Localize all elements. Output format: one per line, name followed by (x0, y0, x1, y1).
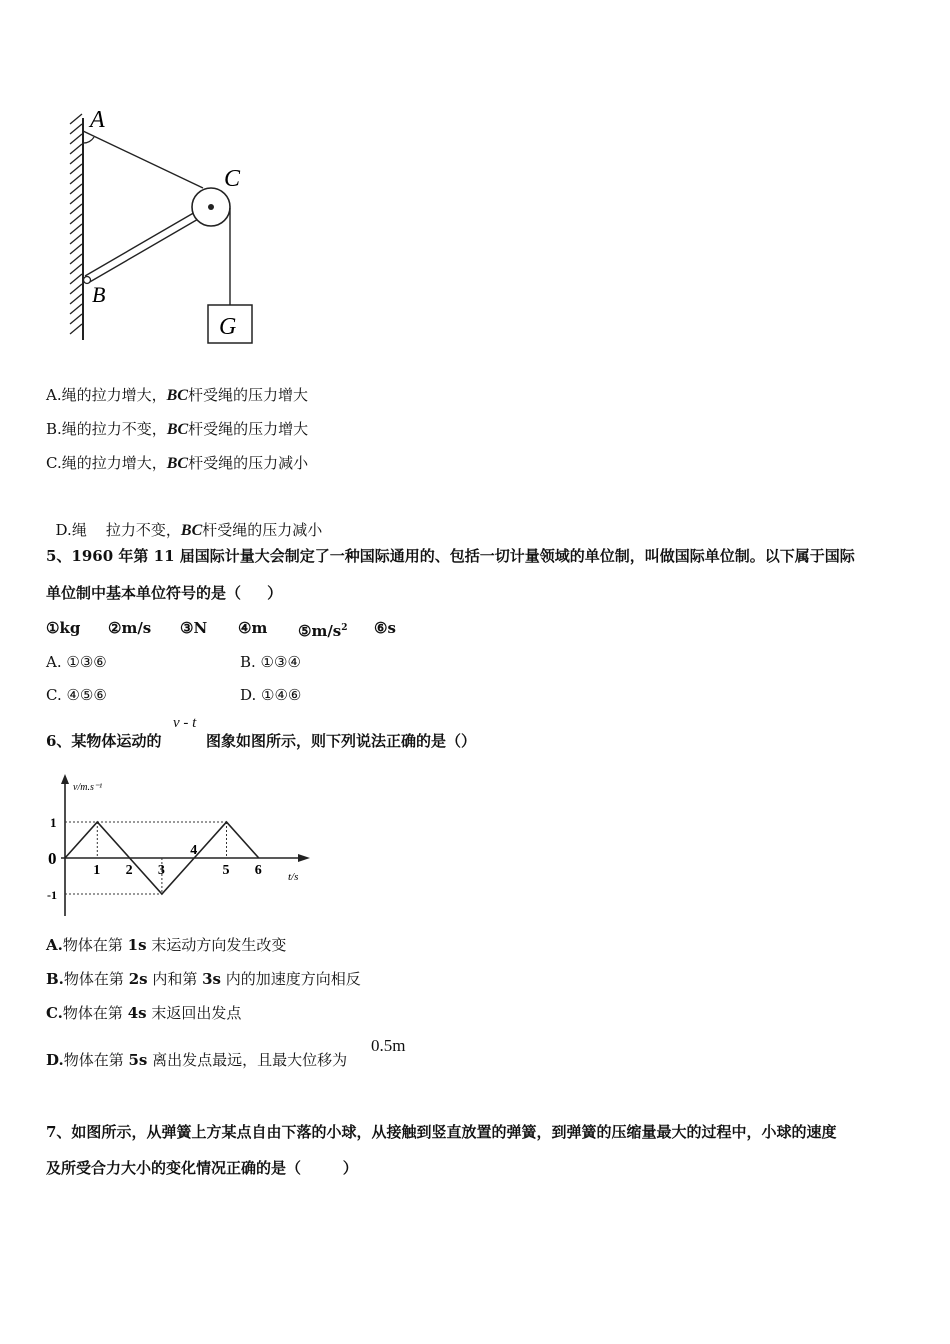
unit-5-text: ⑤m/s (298, 622, 342, 640)
option-em: BC (166, 455, 189, 472)
option-em: BC (166, 421, 189, 438)
option-text: 杆受绳的压力减小 (188, 454, 309, 472)
q6-option-d-value: 0.5m (371, 1036, 406, 1055)
label-g: G (219, 314, 237, 340)
option-em: BC (180, 522, 203, 539)
option-prefix: A. (46, 386, 62, 404)
label-a: A (90, 107, 105, 133)
pulley-axle (208, 204, 214, 210)
y-tick-label: -1 (47, 888, 57, 902)
q5-option-c: C. ④⑤⑥ (46, 686, 107, 704)
option-text: 物体在第 (62, 1004, 128, 1022)
q6-option-c (46, 1003, 241, 1023)
q6-stem-after: 图象如图所示，则下列说法正确的是（） (206, 732, 477, 750)
x-tick-label: 6 (254, 863, 262, 878)
q5-unit-1: ①kg (46, 619, 81, 637)
option-prefix: C. (46, 1004, 63, 1022)
option-prefix: D. (46, 1051, 64, 1069)
option-num: 2s (128, 970, 148, 988)
q5-unit-2: ②m/s (108, 619, 152, 637)
q5-option-a: A. ①③⑥ (46, 653, 107, 671)
angle-arc-a (83, 137, 94, 143)
q5-unit-3: ③N (180, 619, 208, 637)
option-em: BC (166, 387, 188, 404)
q6-stem-symbol: v - t (173, 715, 197, 731)
q4-option-b (46, 419, 308, 440)
option-text: 内的加速度方向相反 (221, 970, 361, 988)
q4-figure (60, 100, 280, 350)
q5-stem-line1: 5、1960 年第 11 届国际计量大会制定了一种国际通用的、包括一切计量领域的单位制，叫做国际单位制。以下属于国际 (46, 547, 855, 565)
option-num: 5s (128, 1051, 148, 1069)
x-tick-label: 1 (93, 863, 101, 878)
rope-ac (83, 131, 203, 188)
q4-option-a (46, 385, 308, 406)
option-text: 绳的拉力增大， (61, 454, 167, 472)
q5-unit-4: ④m (238, 619, 268, 637)
option-prefix: B. (46, 970, 64, 988)
q6-option-d (46, 1050, 347, 1070)
q4-option-c (46, 453, 308, 474)
option-prefix: A. (46, 936, 63, 954)
option-text: 绳 拉力不变， (71, 521, 181, 539)
option-text: 离出发点最远，且最大位移为 (147, 1051, 348, 1069)
y-axis-arrow (61, 774, 69, 784)
option-text: 杆受绳的压力减小 (202, 521, 323, 539)
option-text: 物体在第 (62, 936, 128, 954)
q6-vt-chart (40, 770, 320, 920)
y-axis-label: v/m.s⁻¹ (73, 782, 103, 793)
unit-5-sup: 2 (341, 623, 348, 633)
q6-option-a (46, 935, 286, 955)
option-text: 绳的拉力不变， (61, 420, 167, 438)
rod-bc-bottom (88, 211, 212, 283)
q7-stem-line1: 7、如图所示，从弹簧上方某点自由下落的小球，从接触到竖直放置的弹簧，到弹簧的压缩量最大的过程中，小球的速度 (46, 1123, 837, 1141)
wall-hatching (70, 114, 82, 334)
option-text: 末运动方向发生改变 (146, 936, 287, 954)
option-text: 杆受绳的压力增大 (187, 386, 308, 404)
q5-option-d: D. ①④⑥ (240, 686, 302, 704)
option-prefix: D. (55, 521, 72, 539)
option-text: 物体在第 (63, 1051, 129, 1069)
x-tick-label: 5 (222, 863, 230, 878)
q5-unit-5 (298, 618, 348, 641)
y-tick-label: 1 (50, 815, 57, 830)
option-num: 4s (127, 1004, 147, 1022)
q7-stem-line2: 及所受合力大小的变化情况正确的是（ ） (46, 1159, 358, 1177)
option-prefix: C. (46, 454, 62, 472)
rod-bc-top (85, 204, 209, 276)
option-text: 内和第 (147, 970, 203, 988)
option-text: 物体在第 (63, 970, 129, 988)
q5-stem-line2: 单位制中基本单位符号的是（ ） (46, 584, 283, 602)
q5-option-b: B. ①③④ (240, 653, 301, 671)
y-tick-label: 0 (48, 849, 57, 868)
option-text: 杆受绳的压力增大 (188, 420, 309, 438)
q5-unit-6: ⑥s (374, 619, 396, 637)
q6-stem-before: 6、某物体运动的 (46, 732, 162, 750)
label-b: B (92, 282, 106, 307)
x-axis-arrow (298, 854, 310, 862)
option-num: 1s (127, 936, 147, 954)
hinge-b (84, 277, 91, 284)
x-tick-label: 2 (125, 863, 133, 878)
x-tick-label: 3 (157, 863, 165, 878)
x-tick-label: 4 (190, 843, 198, 858)
x-axis-label: t/s (288, 871, 299, 883)
label-c: C (224, 166, 241, 192)
option-text: 末返回出发点 (146, 1004, 242, 1022)
option-prefix: B. (46, 420, 62, 438)
option-text: 绳的拉力增大， (61, 386, 167, 404)
q6-option-b (46, 969, 361, 989)
q4-option-d (46, 500, 322, 541)
option-num: 3s (202, 970, 222, 988)
